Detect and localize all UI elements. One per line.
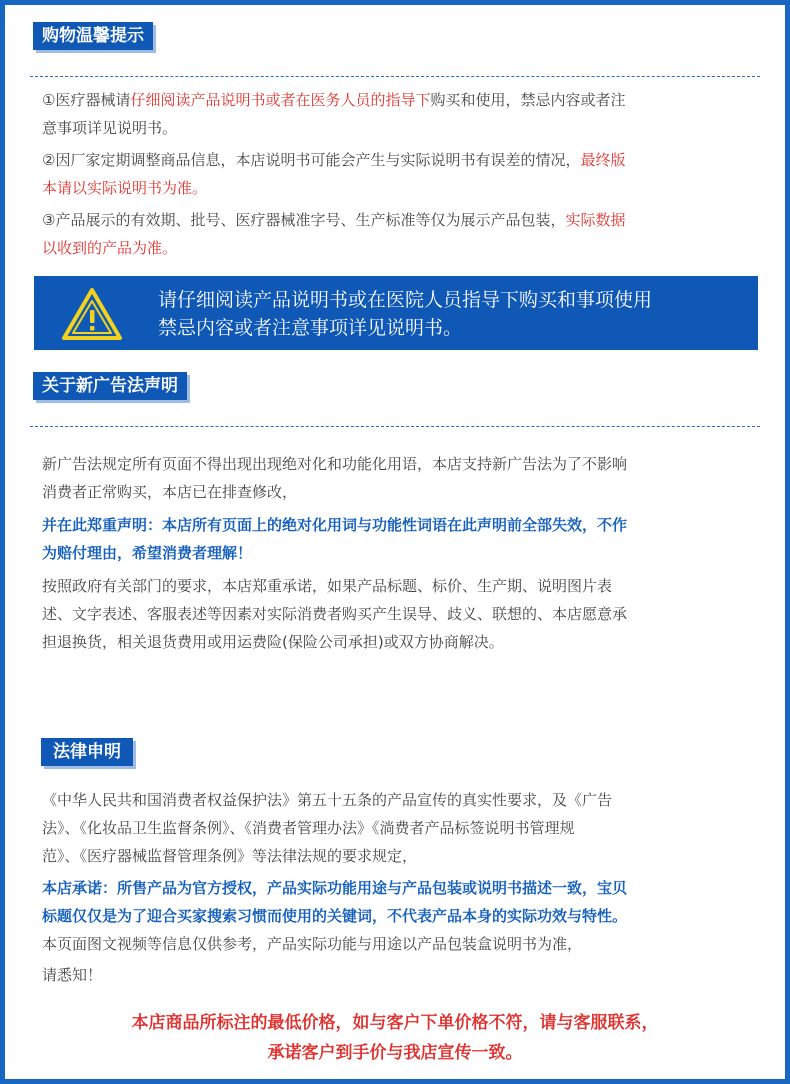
legal-paragraph-3 [42,930,752,958]
text-line: 范》、《医疗器械监督管理条例》等法律法规的要求规定， [42,847,418,865]
warning-banner [34,276,758,350]
text-line: 述、文字表述、客服表述等因素对实际消费者购买产生误导、歧义、联想的、本店愿意承 [42,605,628,623]
section-title-shopping-tips: 购物温馨提示 [33,22,153,50]
divider [30,426,760,427]
tip-highlight: 最终版 [580,151,626,169]
text-line: 请悉知！ [42,966,103,984]
legal-paragraph-4 [42,961,752,989]
price-notice [0,1008,790,1068]
ad-law-paragraph-3 [42,572,752,656]
legal-commitment [42,874,752,930]
price-notice-line: 承诺客户到手价与我店宣传一致。 [267,1043,523,1063]
ad-law-statement [42,511,752,567]
tip-text: 购买和使用，禁忌内容或者注 [430,91,626,109]
text-line: 本页面图文视频等信息仅供参考，产品实际功能与用途以产品包装盒说明书为准， [42,935,583,953]
text-line: 并在此郑重声明：本店所有页面上的绝对化用词与功能性词语在此声明前全部失效，不作 [42,516,628,534]
tip-highlight: 本请以实际说明书为准。 [42,179,208,197]
legal-paragraph-1 [42,786,752,870]
warning-triangle-icon [61,287,123,341]
text-line: 标题仅仅是为了迎合买家搜索习惯而使用的关键词，不代表产品本身的实际功效与特性。 [42,907,628,925]
ad-law-paragraph-1 [42,450,752,506]
tip-highlight: 仔细阅读产品说明书或者在医务人员的指导下 [130,91,431,109]
text-line: 《中华人民共和国消费者权益保护法》第五十五条的产品宣传的真实性要求，及《广告 [42,791,613,809]
tip-item-3 [42,206,752,262]
warning-text [158,286,652,342]
text-line: 担退换货，相关退货费用或用运费险(保险公司承担)或双方协商解决。 [42,633,504,651]
text-line: 按照政府有关部门的要求，本店郑重承诺，如果产品标题、标价、生产期、说明图片表 [42,577,613,595]
divider [30,76,760,77]
text-line: 消费者正常购买，本店已在排查修改， [42,483,298,501]
section-title-legal: 法律申明 [41,738,133,766]
text-line: 法》、《化妆品卫生监督条例》、《消费者管理办法》《淌费者产品标签说明书管理规 [42,819,575,837]
tip-highlight: 以收到的产品为准。 [42,239,178,257]
tip-text: ②因厂家定期调整商品信息，本店说明书可能会产生与实际说明书有误差的情况， [42,151,581,169]
tip-item-1 [42,86,752,142]
tip-highlight: 实际数据 [565,211,626,229]
warning-line: 请仔细阅读产品说明书或在医院人员指导下购买和事项使用 [158,289,653,311]
tip-text: ③产品展示的有效期、批号、医疗器械准字号、生产标准等仅为展示产品包装， [42,211,566,229]
tip-text: 意事项详见说明书。 [42,119,178,137]
tip-item-2 [42,146,752,202]
section-title-ad-law: 关于新广告法声明 [33,372,187,400]
text-line: 新广告法规定所有页面不得出现出现绝对化和功能化用语，本店支持新广告法为了不影响 [42,455,628,473]
text-line: 为赔付理由，希望消费者理解！ [42,544,253,562]
tip-text: ①医疗器械请 [42,91,131,109]
price-notice-line: 本店商品所标注的最低价格，如与客户下单价格不符，请与客服联系， [131,1013,659,1033]
warning-line: 禁忌内容或者注意事项详见说明书。 [158,317,463,339]
text-line: 本店承诺：所售产品为官方授权，产品实际功能用途与产品包装或说明书描述一致，宝贝 [42,879,628,897]
